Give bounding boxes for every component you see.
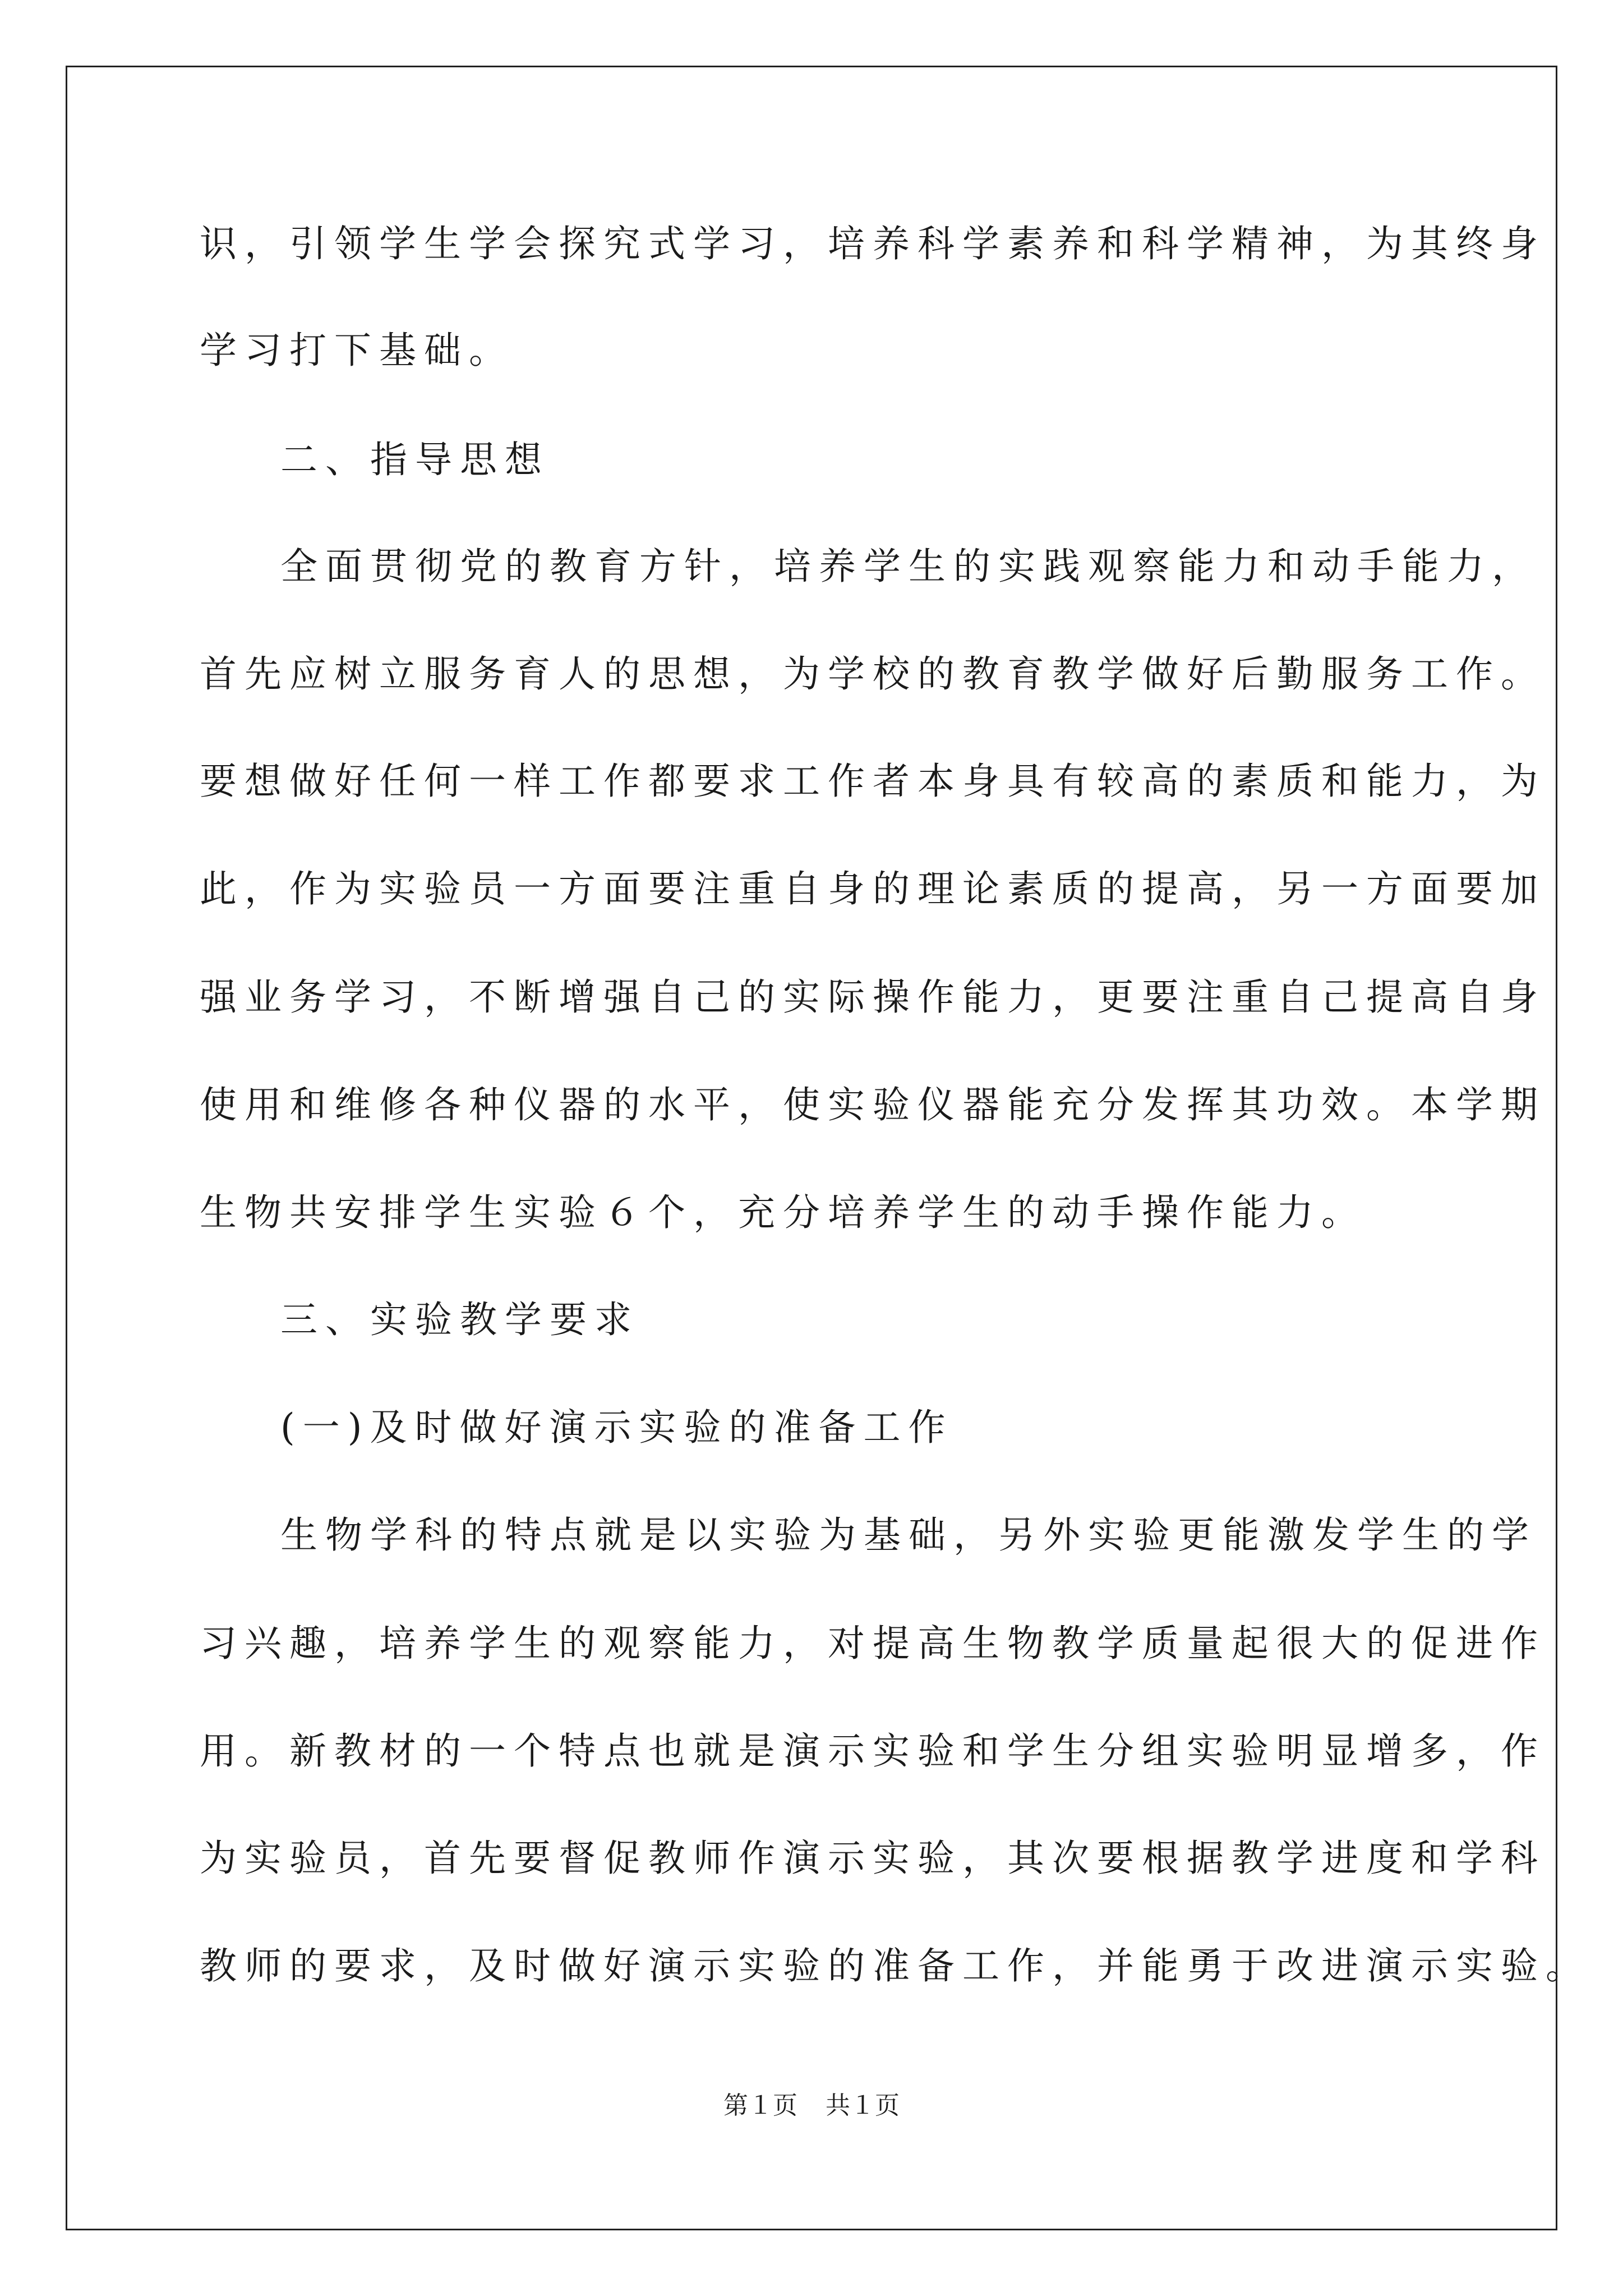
body-line: 用。新教材的一个特点也就是演示实验和学生分组实验明显增多，作 <box>200 1729 1546 1773</box>
body-line: 为实验员，首先要督促教师作演示实验，其次要根据教学进度和学科 <box>200 1837 1546 1880</box>
page-number-current: 第１页 <box>723 2091 797 2120</box>
body-line: 生物共安排学生实验６个，充分培养学生的动手操作能力。 <box>200 1191 1366 1234</box>
body-line: 习兴趣，培养学生的观察能力，对提高生物教学质量起很大的促进作 <box>200 1622 1546 1665</box>
body-line: 教师的要求，及时做好演示实验的准备工作，并能勇于改进演示实验。 <box>200 1944 1590 1987</box>
section-heading: 三、实验教学要求 <box>280 1298 639 1341</box>
body-line: 此，作为实验员一方面要注重自身的理论素质的提高，另一方面要加 <box>200 867 1546 910</box>
page-border <box>66 66 1557 2230</box>
body-line: 使用和维修各种仪器的水平，使实验仪器能充分发挥其功效。本学期 <box>200 1083 1546 1126</box>
subsection-heading: (一)及时做好演示实验的准备工作 <box>280 1406 953 1449</box>
body-line: 生物学科的特点就是以实验为基础，另外实验更能激发学生的学 <box>280 1513 1537 1557</box>
page-number-total: 共１页 <box>826 2091 900 2120</box>
body-line: 全面贯彻党的教育方针，培养学生的实践观察能力和动手能力， <box>280 545 1537 588</box>
body-line: 首先应树立服务育人的思想，为学校的教育教学做好后勤服务工作。 <box>200 652 1546 696</box>
body-line: 学习打下基础。 <box>200 329 514 372</box>
body-line: 强业务学习，不断增强自己的实际操作能力，更要注重自己提高自身 <box>200 976 1546 1019</box>
section-heading: 二、指导思想 <box>280 438 550 481</box>
page-footer <box>0 2091 1623 2121</box>
body-line: 识，引领学生学会探究式学习，培养科学素养和科学精神，为其终身 <box>200 222 1546 265</box>
body-line: 要想做好任何一样工作都要求工作者本身具有较高的素质和能力，为 <box>200 760 1546 803</box>
